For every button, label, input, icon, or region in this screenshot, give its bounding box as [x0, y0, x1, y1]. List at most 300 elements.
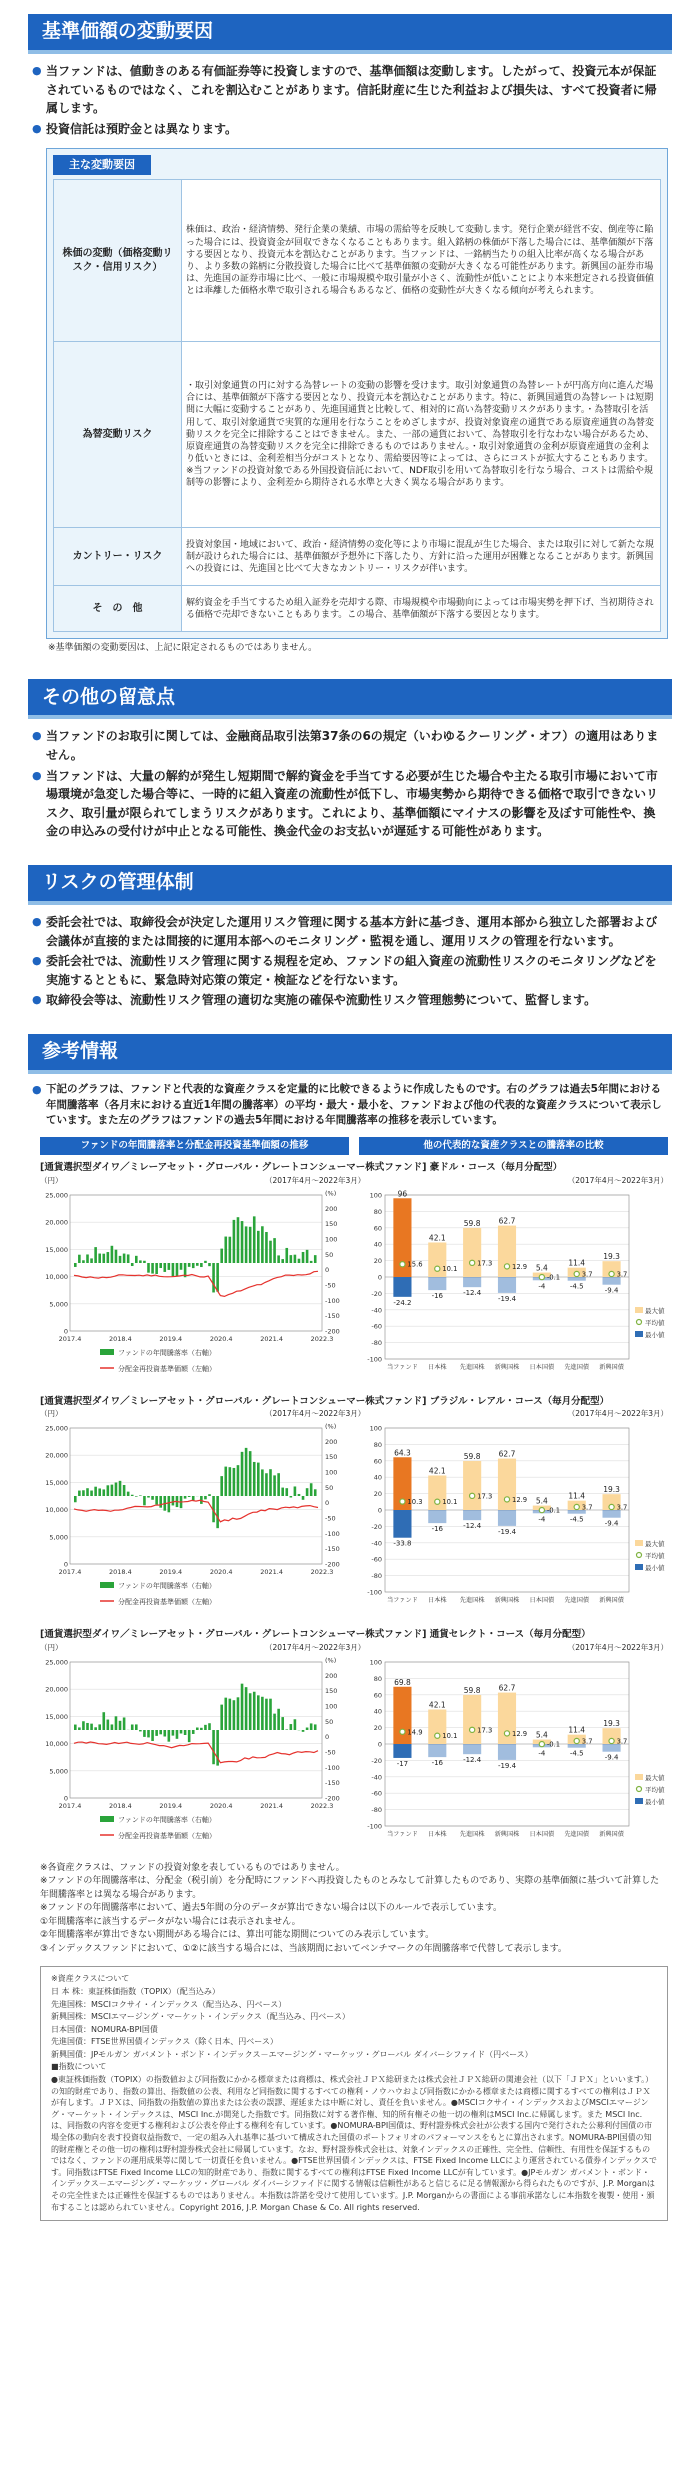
return-bar [74, 1263, 77, 1267]
return-bar [90, 1723, 93, 1729]
min-value-label: -19.4 [497, 1761, 517, 1770]
period-label: （2017年4月〜2022年3月） [265, 1175, 366, 1185]
return-bar [265, 1473, 268, 1496]
note-line: ③インデックスファンドにおいて、①②に該当する場合には、当該期間においてベンチマークの年間騰落率で代替して表示します。 [40, 1943, 567, 1954]
risk-desc: 株価は、政治・経済情勢、発行企業の業績、市場の需給等を反映して変動します。発行企業が経営不安、倒産等に陥った場合には、投資資金が回収できなくなることもあります。組入銘柄の株価が下落した場合には、基準価額が下落する要因となり、投資元本を割込むことがあります。当ファンドは、一銘柄当たりの組入比率が高くなる場合があり、より多数の銘柄に分散投資した場合に比べて基準価額の変動が大きくなる可能性があります。新興国の証券市場は、先進国の証券市場に比べ、一般に市場規模や取引量が小さく、流動性が低いことにより本来想定される投資価値とは乖離した価格水準で取引される場合もあるなど、価格の変動性が大きくなる傾向が考えられます。 [182, 180, 661, 342]
legend-swatch-avg [637, 1553, 642, 1558]
return-bar [269, 1240, 272, 1262]
category-label: 先進国債 [564, 1363, 590, 1371]
foot-line: ■指数について [51, 2062, 107, 2072]
return-bar [192, 1263, 195, 1268]
max-value-label: 5.4 [535, 1496, 548, 1506]
return-bar [123, 1717, 126, 1730]
y2-tick-label: 100 [325, 1468, 338, 1477]
nav-history-chart [40, 1656, 349, 1856]
y-tick-label: -100 [367, 1822, 382, 1831]
min-value-label: -19.4 [497, 1294, 517, 1303]
x-tick-label: 2021.4 [260, 1568, 283, 1577]
return-bar [302, 1496, 305, 1500]
legend-swatch-bar [100, 1582, 114, 1588]
return-bar [131, 1495, 134, 1496]
fund-title: [通貨選択型ダイワ／ミレーアセット・グローバル・グレートコンシューマー株式ファンド] 豪ドル・コース（毎月分配型） [40, 1161, 563, 1173]
avg-value-label: 10.1 [442, 1264, 458, 1273]
avg-marker [539, 1508, 544, 1513]
return-bar [82, 1260, 85, 1263]
return-bar [82, 1721, 85, 1730]
y-tick-label: 25,000 [45, 1658, 68, 1667]
y2-tick-label: 0 [325, 1732, 330, 1741]
return-bar [78, 1491, 81, 1496]
return-bar [277, 1709, 280, 1730]
legend-label: 最小値 [645, 1797, 665, 1806]
return-bar [237, 1465, 240, 1496]
y-tick-label: 40 [373, 1707, 382, 1716]
foot-line: 先進国株：MSCIコクサイ・インデックス（配当込み、円ベース） [51, 1999, 287, 2009]
return-bar [188, 1263, 191, 1267]
max-value-label: 42.1 [428, 1233, 446, 1243]
max-bar [463, 1228, 481, 1277]
return-bar [261, 1697, 264, 1730]
legend-label: ファンドの年間騰落率（右軸） [118, 1582, 216, 1591]
x-tick-label: 2020.4 [209, 1568, 233, 1577]
return-bar [127, 1492, 130, 1496]
return-bar [98, 1724, 101, 1730]
avg-value-label: 17.3 [477, 1258, 493, 1267]
return-bar [172, 1263, 175, 1276]
y-tick-label: 25,000 [45, 1424, 68, 1433]
y-tick-label: 0 [377, 1506, 382, 1515]
category-label: 日本国債 [529, 1363, 555, 1371]
return-bar [281, 1717, 284, 1730]
return-bar [168, 1496, 171, 1512]
y2-tick-label: -150 [325, 1545, 340, 1554]
avg-value-label: 10.3 [407, 1498, 423, 1507]
avg-value-label: -0.1 [546, 1273, 561, 1282]
return-bar [249, 1226, 252, 1262]
return-bar [302, 1730, 305, 1732]
return-bar [314, 1724, 317, 1730]
return-bar [155, 1263, 158, 1274]
y-tick-label: -20 [371, 1523, 382, 1532]
avg-value-label: 3.7 [616, 1503, 628, 1512]
risk-box-title: 主な変動要因 [53, 155, 151, 175]
risk-factor-box [46, 148, 668, 639]
legend-swatch-max [635, 1307, 643, 1313]
min-bar [393, 1510, 411, 1538]
min-bar [498, 1744, 516, 1760]
avg-marker [504, 1263, 509, 1268]
risk-name: カントリー・リスク [54, 528, 182, 586]
return-bar [285, 1488, 288, 1496]
return-bar [115, 1716, 118, 1730]
return-bar [168, 1263, 171, 1270]
return-bar [94, 1247, 97, 1263]
avg-marker [539, 1274, 544, 1279]
min-bar [463, 1744, 481, 1754]
return-bar [147, 1496, 150, 1498]
asset-class-footnote [40, 1966, 668, 2221]
avg-marker [539, 1741, 544, 1746]
y2-tick-label: 150 [325, 1453, 338, 1462]
return-bar [200, 1728, 203, 1730]
legend-label: 最大値 [645, 1773, 665, 1782]
bullet-text: ● 当ファンドは、大量の解約が発生し短期間で解約資金を手当てする必要が生じた場合や主たる取引市場において市場環境が急変した場合等に、一時的に組入資産の流動性が低下し、市場実勢から期待できる価格で取引できないリスク、取引量が限られてしまうリスクがあります。これにより、基準価額にマイナスの影響を及ぼす可能性や、換金の申込みの受付けが中止となる可能性、換金代金のお支払いが遅延する可能性があります。 [46, 767, 664, 841]
right-chart-header: 他の代表的な資産クラスとの騰落率の比較 [359, 1137, 668, 1155]
return-bar [196, 1263, 199, 1266]
y-tick-label: -40 [371, 1773, 382, 1782]
return-bar [196, 1727, 199, 1730]
avg-marker [470, 1727, 475, 1732]
y-tick-label: -80 [371, 1805, 382, 1814]
max-value-label: 59.8 [463, 1452, 481, 1462]
min-value-label: -16 [431, 1758, 444, 1767]
return-bar [269, 1469, 272, 1496]
min-value-label: -17 [396, 1759, 409, 1768]
min-value-label: -9.4 [604, 1519, 619, 1528]
x-tick-label: 2019.4 [159, 1334, 183, 1343]
y2-tick-label: 200 [325, 1204, 338, 1213]
return-bar [86, 1488, 89, 1496]
avg-marker [504, 1497, 509, 1502]
return-bar [200, 1263, 203, 1267]
period-label: （2017年4月〜2022年3月） [265, 1642, 366, 1652]
category-label: 新興国債 [599, 1363, 624, 1371]
return-bar [111, 1245, 114, 1262]
category-label: 先進国株 [459, 1363, 485, 1371]
category-label: 新興国株 [494, 1830, 520, 1838]
x-tick-label: 2017.4 [58, 1568, 82, 1577]
return-bar [220, 1248, 223, 1262]
y-tick-label: 20,000 [45, 1451, 68, 1460]
y2-tick-label: -150 [325, 1778, 340, 1787]
avg-marker [435, 1733, 440, 1738]
return-bar [229, 1698, 232, 1729]
y-tick-label: 80 [373, 1441, 382, 1450]
return-bar [245, 1226, 248, 1263]
asset-comparison-chart [359, 1422, 668, 1622]
y2-tick-label: (%) [325, 1422, 337, 1431]
foot-line: ●東証株価指数（TOPIX）の指数値および同指数にかかる標章または商標は、株式会社ＪＰＸ総研または株式会社ＪＰＸ総研の関連会社（以下「ＪＰＸ」といいます。）の知的財産であり、指数の算出、指数値の公表、利用など同指数に関するすべての権利・ノウハウおよび同指数にかかる標章または商標に関するすべての権利はＪＰＸが有します。ＪＰＸは、同指数の指数値の算出または公表の誤謬、遅延または中断に対し、責任を負いません。●MSCIコクサイ・インデックスおよびMSCIエマージング・マーケット・インデックスは、MSCI Inc.が開発した指数です。同指数に対する著作権、知的所有権その他一切の権利はMSCI Inc.に帰属します。また MSCI Inc.は、同指数の内容を変更する権利および公表を停止する権利を有しています。●NOMURA-BPI国債は、野村證券株式会社が公表する国内で発行された公募利付国債の市場全体の動向を表す投資収益指数で、一定の組み入れ基準に基づいて構成された国債のポートフォリオのパフォーマンスをもとに算出されます。NOMURA-BPI国債の知的財産権とその他一切の権利は野村證券株式会社に帰属しています。なお、野村證券株式会社は、対象インデックスの正確性、完全性、信頼性、有用性を保証するものではなく、ファンドの運用成果等に関して一切責任を負いません。●FTSE世界国債インデックスは、FTSE Fixed Income LLCにより運営されている債券インデックスです。同指数はFTSE Fixed Income LLCの知的財産であり、指数に関するすべての権利はFTSE Fixed Income LLCが有しています。●JPモルガン ガバメント・ボンド・インデックス－エマージング・マーケッツ・グローバル ダイバーシファイドに関する情報は信頼性があると信じるに足る情報源から得られたものですが、J.P. Morganはその完全性または正確性を保証するものではありません。本指数は許諾を受けて使用しています。J.P. Morganからの書面による事前承諾なしに本指数を複製・使用・頒布することは認められていません。Copyright 2016, J.P. Morgan Chase & Co. All rights reserved. [51, 2075, 657, 2212]
return-bar [151, 1496, 154, 1500]
x-tick-label: 2019.4 [159, 1568, 183, 1577]
avg-value-label: 3.7 [616, 1737, 628, 1746]
return-bar [192, 1496, 195, 1501]
return-bar [119, 1721, 122, 1730]
legend-label: 平均値 [645, 1785, 665, 1794]
max-value-label: 11.4 [568, 1725, 586, 1735]
return-bar [147, 1730, 150, 1737]
y-tick-label: 0 [63, 1794, 68, 1803]
y2-tick-label: 0 [325, 1499, 330, 1508]
y-tick-label: -60 [371, 1322, 382, 1331]
return-bar [281, 1259, 284, 1263]
return-bar [208, 1494, 211, 1496]
avg-value-label: -0.1 [546, 1506, 561, 1515]
return-bar [245, 1448, 248, 1496]
return-bar [143, 1730, 146, 1737]
return-bar [119, 1255, 122, 1262]
y2-tick-label: -100 [325, 1530, 340, 1539]
avg-marker [470, 1260, 475, 1265]
y2-tick-label: 50 [325, 1484, 334, 1493]
min-value-label: -12.4 [463, 1522, 482, 1531]
avg-value-label: -0.1 [546, 1740, 561, 1749]
return-bar [180, 1263, 183, 1270]
x-tick-label: 2021.4 [260, 1801, 283, 1810]
return-bar [298, 1494, 301, 1496]
y-tick-label: 10,000 [45, 1506, 68, 1515]
left-chart-header: ファンドの年間騰落率と分配金再投資基準価額の推移 [40, 1137, 349, 1155]
return-bar [249, 1451, 252, 1496]
y2-tick-label: 100 [325, 1702, 338, 1711]
return-bar [277, 1473, 280, 1496]
min-bar [428, 1510, 446, 1523]
return-bar [253, 1462, 256, 1496]
return-bar [147, 1263, 150, 1273]
return-bar [261, 1470, 264, 1497]
risk-desc: 解約資金を手当てするため組入証券を売却する際、市場規模や市場動向によっては市場実勢を押下げ、当初期待される価格で売却できないこともあります。この場合、基準価額が下落する要因となります。 [182, 586, 661, 632]
y-tick-label: 100 [369, 1191, 382, 1200]
section-title-other-notes: その他の留意点 [28, 679, 672, 719]
return-bar [155, 1496, 158, 1504]
return-bar [82, 1490, 85, 1496]
return-bar [281, 1488, 284, 1496]
y2-tick-label: 150 [325, 1219, 338, 1228]
category-label: 当ファンド [387, 1363, 418, 1371]
min-value-label: -4.5 [569, 1749, 584, 1758]
return-bar [135, 1496, 138, 1497]
max-value-label: 11.4 [568, 1491, 586, 1501]
avg-marker [574, 1738, 579, 1743]
note-line: ①年間騰落率に該当するデータがない場合には表示されません。 [40, 1916, 301, 1927]
min-bar [463, 1277, 481, 1287]
y-tick-label: 20,000 [45, 1685, 68, 1694]
y-tick-label: -60 [371, 1789, 382, 1798]
table-row [54, 180, 661, 342]
y-tick-label: 20 [373, 1256, 382, 1265]
return-bar [180, 1730, 183, 1734]
return-bar [233, 1468, 236, 1496]
return-bar [139, 1730, 142, 1731]
return-bar [314, 1489, 317, 1496]
return-bar [310, 1260, 313, 1262]
max-value-label: 62.7 [498, 1216, 516, 1226]
foot-line: 新興国債：JPモルガン ガバメント・ボンド・インデックス－エマージング・マーケッツ・グローバル ダイバーシファイド（円ベース） [51, 2049, 533, 2059]
return-bar [233, 1219, 236, 1262]
return-bar [273, 1476, 276, 1497]
y2-tick-label: 100 [325, 1235, 338, 1244]
return-bar [204, 1260, 207, 1262]
min-bar [428, 1744, 446, 1757]
max-value-label: 69.8 [394, 1677, 411, 1687]
min-value-label: -19.4 [497, 1528, 517, 1537]
avg-value-label: 3.7 [581, 1270, 593, 1279]
y-tick-label: 40 [373, 1240, 382, 1249]
avg-value-label: 15.6 [407, 1260, 423, 1269]
avg-value-label: 14.9 [407, 1728, 423, 1737]
avg-marker [504, 1731, 509, 1736]
category-label: 日本株 [428, 1597, 447, 1605]
unit-label: （円） [40, 1175, 63, 1185]
y-tick-label: 0 [377, 1273, 382, 1282]
category-label: 先進国株 [459, 1597, 485, 1605]
return-bar [107, 1252, 110, 1263]
fund-title: [通貨選択型ダイワ／ミレーアセット・グローバル・グレートコンシューマー株式ファンド] ブラジル・レアル・コース（毎月分配型） [40, 1395, 610, 1407]
avg-marker [609, 1271, 614, 1276]
max-value-label: 59.8 [463, 1218, 481, 1228]
legend-swatch-bar [100, 1816, 114, 1822]
return-bar [151, 1730, 154, 1741]
y-tick-label: 15,000 [45, 1245, 68, 1254]
avg-value-label: 3.7 [616, 1270, 628, 1279]
asset-comparison-chart [359, 1189, 668, 1389]
return-bar [90, 1258, 93, 1263]
return-bar [290, 1255, 293, 1263]
avg-marker [470, 1493, 475, 1498]
nav-line [74, 1500, 318, 1522]
min-value-label: -4 [538, 1515, 546, 1524]
return-bar [290, 1496, 293, 1497]
y-tick-label: -100 [367, 1355, 382, 1364]
fund-chart-block [40, 1628, 668, 1856]
bullet-text: ● 投資信託は預貯金とは異なります。 [46, 120, 664, 139]
y2-tick-label: (%) [325, 1189, 337, 1198]
return-bar [102, 1253, 105, 1262]
min-value-label: -16 [431, 1525, 444, 1534]
section-title-reference: 参考情報 [28, 1034, 672, 1074]
return-bar [212, 1730, 215, 1764]
y2-tick-label: 0 [325, 1265, 330, 1274]
return-bar [237, 1217, 240, 1263]
y-tick-label: 100 [369, 1658, 382, 1667]
legend-label: 分配金再投資基準価額（左軸） [118, 1598, 216, 1607]
min-value-label: -4.5 [569, 1515, 584, 1524]
legend-swatch-min [635, 1798, 643, 1804]
return-bar [302, 1252, 305, 1263]
y2-tick-label: 150 [325, 1686, 338, 1695]
return-bar [123, 1485, 126, 1496]
return-bar [86, 1254, 89, 1263]
min-value-label: -9.4 [604, 1753, 619, 1762]
nav-line [74, 1271, 318, 1296]
return-bar [135, 1724, 138, 1730]
y-tick-label: 60 [373, 1691, 382, 1700]
return-bar [310, 1483, 313, 1496]
y-tick-label: -40 [371, 1539, 382, 1548]
min-value-label: -9.4 [604, 1286, 619, 1295]
avg-value-label: 12.9 [512, 1729, 528, 1738]
y-tick-label: 60 [373, 1457, 382, 1466]
return-bar [151, 1263, 154, 1274]
fund-title: [通貨選択型ダイワ／ミレーアセット・グローバル・グレートコンシューマー株式ファンド] 通貨セレクト・コース（毎月分配型） [40, 1629, 591, 1641]
avg-marker [574, 1505, 579, 1510]
y2-tick-label: 50 [325, 1250, 334, 1259]
fund-chart-block [40, 1395, 668, 1623]
return-bar [184, 1730, 187, 1735]
return-bar [139, 1496, 142, 1497]
min-value-label: -4.5 [569, 1282, 584, 1291]
return-bar [306, 1249, 309, 1262]
return-bar [74, 1496, 77, 1502]
y2-tick-label: -100 [325, 1296, 340, 1305]
return-bar [314, 1255, 317, 1263]
x-tick-label: 2021.4 [260, 1334, 283, 1343]
avg-marker [400, 1729, 405, 1734]
category-label: 日本国債 [529, 1830, 555, 1838]
return-bar [107, 1485, 110, 1496]
avg-value-label: 10.1 [442, 1498, 458, 1507]
return-bar [216, 1496, 219, 1528]
return-bar [155, 1730, 158, 1736]
return-bar [257, 1695, 260, 1730]
return-bar [204, 1725, 207, 1730]
x-tick-label: 2018.4 [109, 1801, 132, 1810]
legend-swatch-min [635, 1331, 643, 1337]
return-bar [224, 1467, 227, 1496]
foot-line: 新興国株：MSCIエマージング・マーケット・インデックス（配当込み、円ベース） [51, 2012, 350, 2022]
x-tick-label: 2022.3 [310, 1568, 334, 1577]
return-bar [107, 1719, 110, 1729]
x-tick-label: 2017.4 [58, 1801, 82, 1810]
category-label: 新興国株 [494, 1363, 520, 1371]
legend-swatch-max [635, 1774, 643, 1780]
y2-tick-label: -50 [325, 1514, 336, 1523]
max-value-label: 62.7 [498, 1449, 516, 1459]
return-bar [285, 1729, 288, 1730]
legend-swatch-max [635, 1540, 643, 1546]
avg-value-label: 12.9 [512, 1262, 528, 1271]
return-bar [172, 1730, 175, 1736]
max-value-label: 62.7 [498, 1683, 516, 1693]
max-bar [463, 1695, 481, 1744]
max-value-label: 64.3 [394, 1448, 411, 1458]
return-bar [78, 1727, 81, 1730]
avg-value-label: 17.3 [477, 1726, 493, 1735]
section-title-risk-management: リスクの管理体制 [28, 865, 672, 905]
nav-history-chart [40, 1189, 349, 1389]
return-bar [188, 1496, 191, 1497]
return-bar [224, 1236, 227, 1262]
return-bar [257, 1230, 260, 1262]
return-bar [139, 1260, 142, 1263]
y-tick-label: -20 [371, 1756, 382, 1765]
return-bar [229, 1236, 232, 1262]
return-bar [241, 1221, 244, 1263]
return-bar [224, 1697, 227, 1729]
return-bar [208, 1263, 211, 1266]
note-line: ②年間騰落率が算出できない期間がある場合には、算出可能な期間についてのみ表示しています。 [40, 1930, 435, 1941]
return-bar [208, 1723, 211, 1730]
return-bar [159, 1496, 162, 1508]
legend-label: 最大値 [645, 1306, 665, 1315]
y-tick-label: 0 [63, 1560, 68, 1569]
period-label: （2017年4月〜2022年3月） [265, 1409, 366, 1419]
avg-value-label: 17.3 [477, 1492, 493, 1501]
min-value-label: -33.8 [393, 1539, 412, 1548]
category-label: 先進国債 [564, 1597, 590, 1605]
category-label: 新興国株 [494, 1597, 520, 1605]
avg-marker [574, 1271, 579, 1276]
return-bar [131, 1724, 134, 1730]
return-bar [98, 1253, 101, 1262]
return-bar [168, 1730, 171, 1742]
y-tick-label: 5,000 [49, 1299, 68, 1308]
y-tick-label: -80 [371, 1572, 382, 1581]
return-bar [163, 1263, 166, 1272]
return-bar [111, 1485, 114, 1496]
y-tick-label: 10,000 [45, 1739, 68, 1748]
bullet-text: ● 当ファンドのお取引に関しては、金融商品取引法第37条の6の規定（いわゆるクーリング・オフ）の適用はありません。 [46, 727, 664, 764]
